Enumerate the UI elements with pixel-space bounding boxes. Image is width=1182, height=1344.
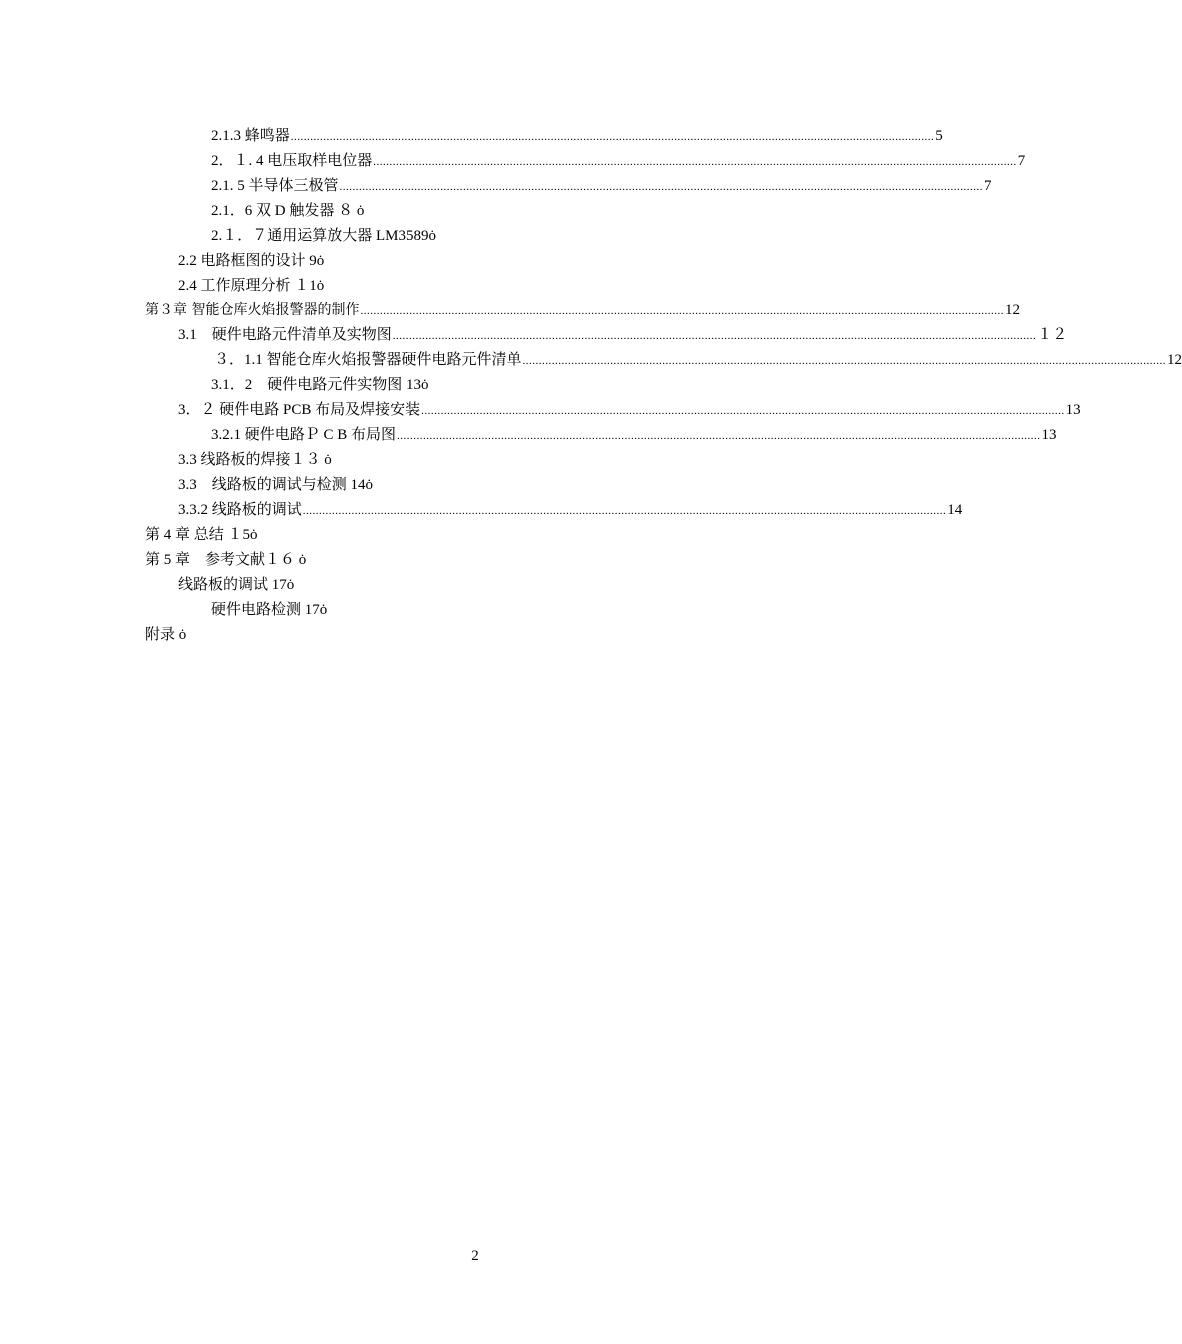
- toc-entry: [178, 276, 324, 296]
- toc-leader-dots: ......................................................................................................................................................................................................: [302, 505, 947, 517]
- toc-entry: [145, 550, 306, 570]
- toc-leader-dots: ......................................................................................................................................................................................................: [373, 156, 1017, 168]
- toc-entry-label: 2.2 电路框图的设计 9ȯ: [178, 253, 325, 269]
- toc-entry-label: ３．1.1 智能仓库火焰报警器硬件电路元件清单: [214, 352, 522, 368]
- toc-entry-label: 第３章 智能仓库火焰报警器的制作: [145, 302, 360, 318]
- toc-entry: [211, 425, 1057, 445]
- toc-leader-dots: ......................................................................................................................................................................................................: [339, 181, 984, 193]
- toc-entry: [145, 625, 186, 645]
- toc-leader-dots: ......................................................................................................................................................................................................: [397, 430, 1041, 442]
- toc-leader-dots: ......................................................................................................................................................................................................: [421, 405, 1065, 417]
- toc-entry: [211, 600, 327, 620]
- toc-entry-page: 5: [935, 128, 943, 144]
- toc-entry-label: 3.3.2 线路板的调试: [178, 502, 302, 518]
- toc-entry-page: 12: [1167, 352, 1182, 368]
- toc-entry: [211, 126, 943, 146]
- page-number: 2: [471, 1248, 479, 1264]
- toc-entry-page: １２: [1037, 327, 1068, 343]
- toc-entry-label: 2．１. 4 电压取样电位器: [211, 153, 373, 169]
- toc-entry-label: 2.4 工作原理分析 １1ȯ: [178, 278, 325, 294]
- toc-entry: [178, 500, 963, 520]
- toc-entry-page: 13: [1065, 402, 1081, 418]
- toc-entry: [178, 475, 373, 495]
- toc-entry-label: 3.1．2 硬件电路元件实物图 13ȯ: [211, 377, 429, 393]
- toc-entry-page: 7: [1017, 153, 1026, 169]
- toc-entry-page: 7: [984, 178, 992, 194]
- toc-entry: [211, 176, 992, 196]
- toc-entry-page: 14: [947, 502, 963, 518]
- toc-entry: [178, 575, 294, 595]
- toc-entry-label: 3．２ 硬件电路 PCB 布局及焊接安装: [178, 402, 421, 418]
- toc-entry: [145, 525, 258, 545]
- toc-entry-label: 第 5 章 参考文献１６ ȯ: [145, 552, 307, 568]
- toc-leader-dots: ......................................................................................................................................................................................................: [522, 355, 1167, 367]
- toc-entry: [178, 450, 332, 470]
- toc-entry-label: 3.3 线路板的调试与检测 14ȯ: [178, 477, 374, 493]
- toc-entry: [178, 400, 1081, 420]
- toc-entry: [211, 226, 436, 246]
- toc-entry: [211, 375, 429, 395]
- toc-entry-label: 3.3 线路板的焊接１３ ȯ: [178, 452, 332, 468]
- toc-entry-page: 13: [1041, 427, 1057, 443]
- toc-entry: [214, 350, 1182, 370]
- toc-entry-label: 3.1 硬件电路元件清单及实物图: [178, 327, 392, 343]
- toc-entry-label: 2.１．７通用运算放大器 LM3589ȯ: [211, 228, 437, 244]
- toc-entry-page: 12: [1004, 302, 1020, 318]
- toc-leader-dots: ......................................................................................................................................................................................................: [360, 305, 1004, 317]
- toc-entry: [178, 251, 324, 271]
- toc-entry-label: 2.1. 5 半导体三极管: [211, 178, 339, 194]
- toc-entry-label: 硬件电路检测 17ȯ: [211, 602, 328, 618]
- toc-entry-label: 2.1.3 蜂鸣器: [211, 128, 290, 144]
- toc-entry: [145, 300, 1020, 320]
- toc-entry-label: 附录 ȯ: [145, 627, 187, 643]
- toc-leader-dots: ......................................................................................................................................................................................................: [392, 330, 1037, 342]
- toc-entry-label: 第 4 章 总结 １5ȯ: [145, 527, 258, 543]
- toc-entry-label: 3.2.1 硬件电路Ｐ C B 布局图: [211, 427, 397, 443]
- toc-leader-dots: ......................................................................................................................................................................................................: [290, 131, 935, 143]
- toc-entry: [211, 201, 364, 221]
- toc-entry: [178, 325, 1068, 345]
- toc-entry: [211, 151, 1026, 171]
- toc-entry-label: 线路板的调试 17ȯ: [178, 577, 295, 593]
- toc-entry-label: 2.1．6 双 D 触发器 ８ ȯ: [211, 203, 365, 219]
